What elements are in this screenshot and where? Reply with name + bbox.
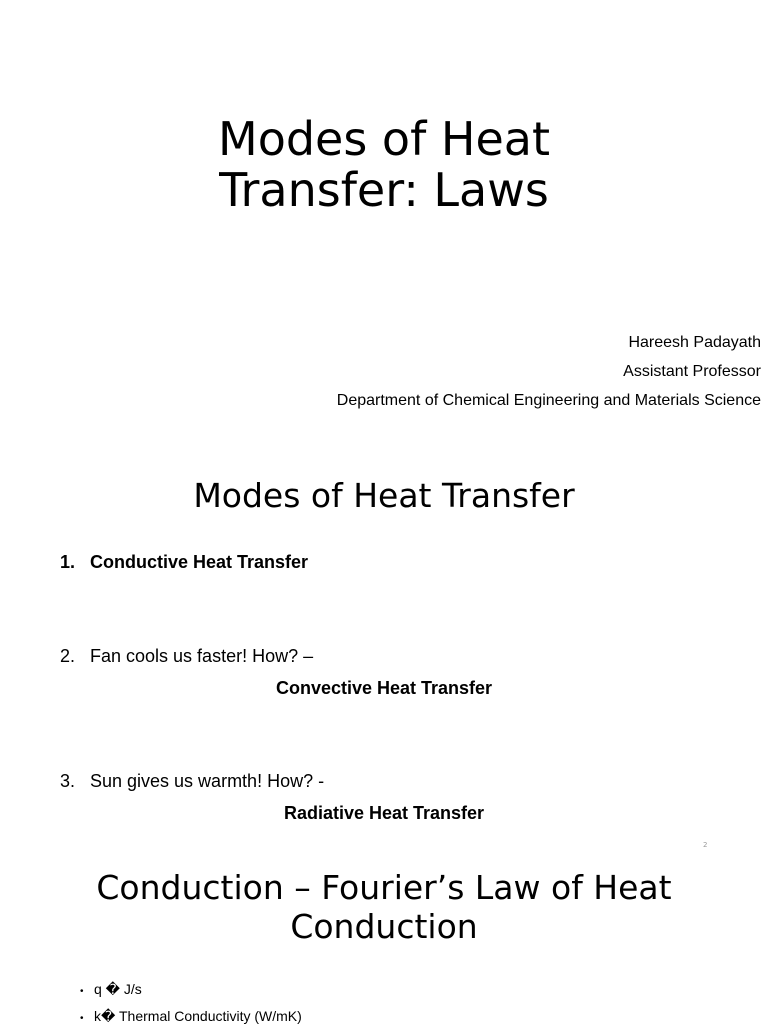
mode-item-text: Sun gives us warmth! How? -: [90, 771, 325, 791]
mode-item-number: 3.: [60, 771, 76, 791]
mode-item-number: 1.: [60, 552, 76, 572]
list-item: [80, 1004, 302, 1031]
slide3-title-line2: Conduction: [290, 907, 478, 946]
slide2-title: Modes of Heat Transfer: [193, 476, 575, 515]
author-department: Department of Chemical Engineering and Materials Science: [336, 392, 761, 409]
conduction-bullet-list: [80, 977, 302, 1031]
slide1-title: [0, 114, 768, 216]
author-position: Assistant Professor: [623, 363, 761, 380]
slide-number: 2: [703, 841, 708, 849]
bullet-icon: •: [80, 986, 84, 997]
mode-item-text: Conductive Heat Transfer: [90, 552, 309, 572]
mode-answer-radiative: Radiative Heat Transfer: [283, 803, 485, 823]
bullet-text: k� Thermal Conductivity (W/mK): [94, 1008, 302, 1024]
bullet-icon: •: [80, 1013, 84, 1024]
slide1-title-line1: Modes of Heat: [218, 112, 550, 166]
author-block: [337, 328, 761, 415]
author-name: Hareesh Padayath: [628, 334, 761, 351]
mode-answer-convective: Convective Heat Transfer: [275, 678, 493, 698]
slide1-title-line2: Transfer: Laws: [219, 163, 549, 217]
mode-item-convective: [60, 644, 313, 668]
mode-item-radiative: [60, 769, 324, 793]
slide3-title: [0, 868, 768, 946]
mode-item-number: 2.: [60, 646, 76, 666]
mode-item-conductive: [60, 550, 308, 574]
list-item: [80, 977, 302, 1004]
mode-item-text: Fan cools us faster! How? –: [90, 646, 314, 666]
bullet-text: q � J/s: [94, 981, 142, 997]
slide3-title-line1: Conduction – Fourier’s Law of Heat: [96, 868, 672, 907]
